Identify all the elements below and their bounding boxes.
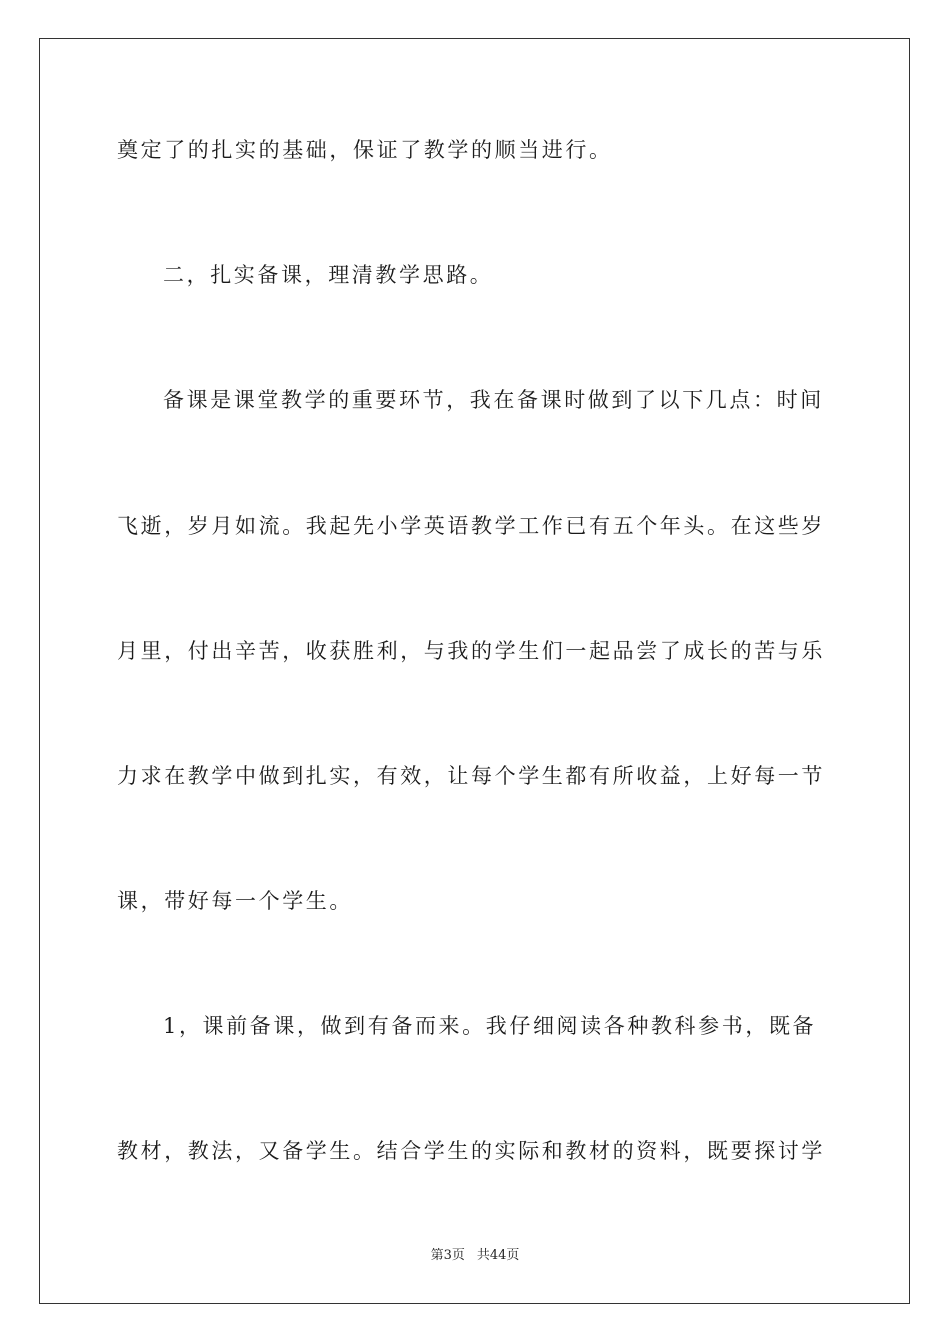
- page-footer: [0, 1246, 950, 1266]
- text-line-7: 课，带好每一个学生。: [117, 889, 353, 913]
- section-heading: 二，扎实备课，理清教学思路。: [163, 263, 494, 287]
- page-number: 第3页: [430, 1248, 465, 1263]
- text-line-3: 备课是课堂教学的重要环节，我在备课时做到了以下几点：时间: [163, 388, 824, 412]
- text-line-4: 飞逝，岁月如流。我起先小学英语教学工作已有五个年头。在这些岁: [117, 514, 825, 538]
- text-line-8: 1，课前备课，做到有备而来。我仔细阅读各种教科参书，既备: [163, 1014, 817, 1038]
- text-line-1: 奠定了的扎实的基础，保证了教学的顺当进行。: [117, 138, 613, 162]
- text-line-5: 月里，付出辛苦，收获胜利，与我的学生们一起品尝了成长的苦与乐: [117, 639, 825, 663]
- text-line-6: 力求在教学中做到扎实，有效，让每个学生都有所收益，上好每一节: [117, 764, 825, 788]
- page-total: 共44页: [476, 1248, 520, 1263]
- text-line-9: 教材，教法，又备学生。结合学生的实际和教材的资料，既要探讨学: [117, 1139, 825, 1163]
- page-border: [39, 38, 910, 1304]
